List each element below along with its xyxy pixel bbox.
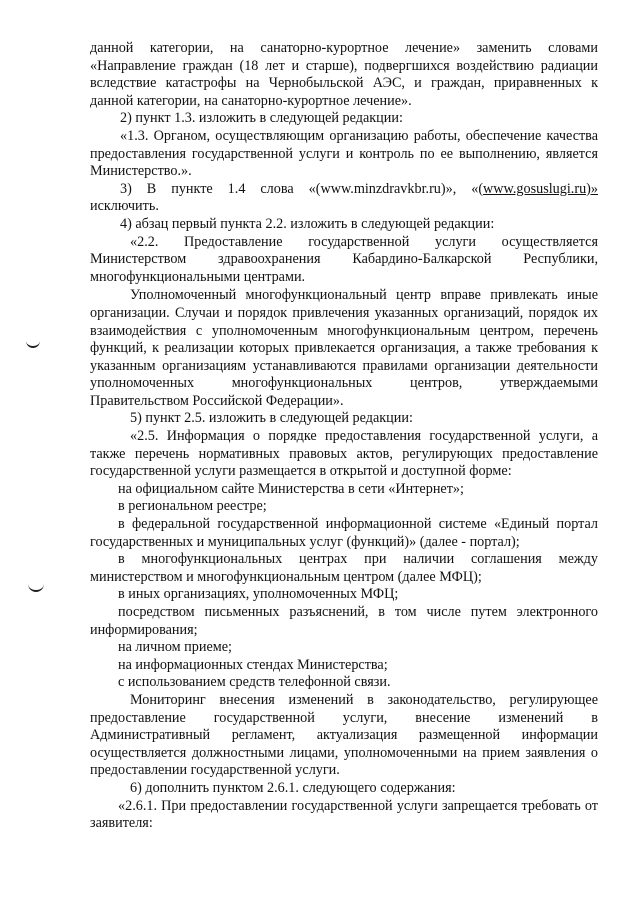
paragraph-18: Мониторинг внесения изменений в законодательство, регулирующее предоставление государственной услуги, внесение изменений в Административный регламент, актуализация размещенной информации осуществляется должностными лицами, уполномоченными на прием заявления о предоставлении государственной услуги. [90, 691, 598, 779]
paragraph-4: 4) абзац первый пункта 2.2. изложить в следующей редакции: [120, 215, 495, 232]
paragraph-2: «1.3. Органом, осуществляющим организацию работы, обеспечение качества предоставления государственной услуги и контроль по ее выполнению, является Министерство.». [90, 127, 598, 180]
margin-scan-mark [28, 582, 44, 592]
paragraph-20: «2.6.1. При предоставлении государственной услуги запрещается требовать от заявителя: [90, 797, 598, 832]
paragraph-1: 2) пункт 1.3. изложить в следующей редакции: [120, 110, 403, 127]
paragraph-3: 3) В пункте 1.4 слова «(www.minzdravkbr.ru)», «(www.gosuslugi.ru)» исключить. [90, 180, 598, 215]
paragraph-13: в иных организациях, уполномоченных МФЦ; [118, 586, 399, 603]
paragraph-16: на информационных стендах Министерства; [118, 656, 388, 673]
paragraph-14: посредством письменных разъяснений, в том числе путем электронного информирования; [90, 604, 598, 638]
paragraph-17: с использованием средств телефонной связи. [118, 674, 391, 691]
gosuslugi-link[interactable]: www.gosuslugi.ru)» [483, 180, 598, 197]
paragraph-12: в многофункциональных центрах при наличии соглашения между министерством и многофункциональным центром (далее МФЦ); [90, 551, 598, 585]
paragraph-7: 5) пункт 2.5. изложить в следующей редакции: [130, 410, 413, 427]
paragraph-10: в региональном реестре; [118, 498, 267, 515]
paragraph-9: на официальном сайте Министерства в сети «Интернет»; [118, 480, 464, 497]
paragraph-0: данной категории, на санаторно-курортное лечение» заменить словами «Направление граждан (18 лет и старше), подвергшихся воздействию радиации вследствие катастрофы на Чернобыльской АЭС, и граждан, приравненных к данной категории, на санаторно-курортное лечение». [90, 40, 598, 109]
document-page [90, 40, 598, 833]
paragraph-6: Уполномоченный многофункциональный центр вправе привлекать иные организации. Случаи и порядок привлечения указанных организаций, порядок их взаимодействия с уполномоченным многофункциональным центром, перечень функций, к реализации которых привлекается организация, а также требования к указанным организациям устанавливаются правилами организации деятельности уполномоченных многофункциональных центров, утверждаемыми Правительством Российской Федерации». [90, 287, 598, 409]
paragraph-19: 6) дополнить пунктом 2.6.1. следующего содержания: [130, 779, 456, 796]
margin-scan-mark [26, 338, 40, 348]
paragraph-15: на личном приеме; [118, 639, 232, 656]
paragraph-5: «2.2. Предоставление государственной услуги осуществляется Министерством здравоохранения Кабардино-Балкарской Республики, многофункциональными центрами. [90, 233, 598, 285]
paragraph-11: в федеральной государственной информационной системе «Единый портал государственных и муниципальных услуг (функций)» (далее - портал); [90, 516, 598, 550]
paragraph-8: «2.5. Информация о порядке предоставления государственной услуги, а также перечень нормативных правовых актов, регулирующих предоставление государственной услуги размещается в открытой и доступной форме: [90, 428, 598, 480]
